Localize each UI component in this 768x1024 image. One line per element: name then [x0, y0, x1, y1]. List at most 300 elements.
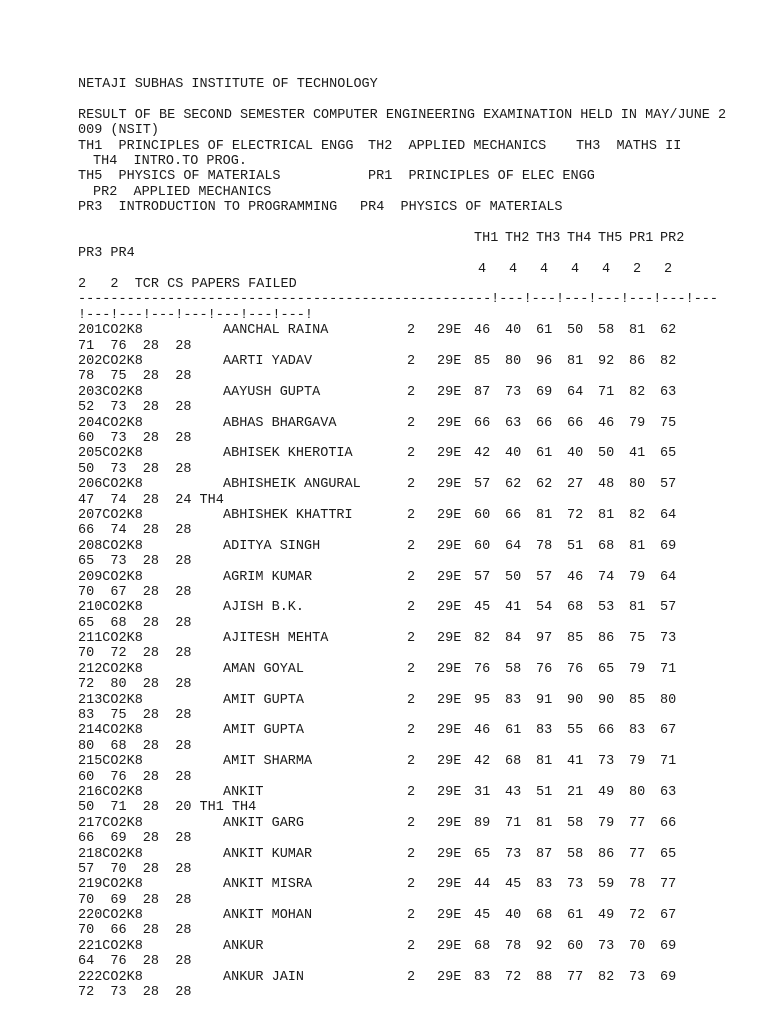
student-name: AMAN GOYAL: [223, 661, 305, 677]
student-row-continuation: 72 73 28 28: [78, 985, 192, 1001]
mark-th4: 21: [567, 784, 584, 800]
mark-pr1: 79: [629, 569, 646, 585]
student-rows: [78, 323, 758, 1000]
mark-th1: 85: [474, 354, 491, 370]
mark-th4: 58: [567, 846, 584, 862]
student-name: AJISH B.K.: [223, 600, 305, 616]
mark-th1: 44: [474, 877, 491, 893]
mark-pr1: 75: [629, 631, 646, 647]
student-row: [78, 877, 758, 892]
subject-pr1: PR1 PRINCIPLES OF ELEC ENGG: [368, 169, 595, 185]
mark-th5: 73: [598, 938, 615, 954]
mark-pr2: 65: [660, 446, 677, 462]
roll-number: 210CO2K8: [78, 600, 143, 616]
mark-th1: 95: [474, 692, 491, 708]
credits-wrap: 2 2 TCR CS PAPERS FAILED: [78, 277, 297, 293]
mark-pr1: 81: [629, 600, 646, 616]
paper-code-th2: TH2: [505, 230, 530, 246]
student-row-continuation: 65 73 28 28: [78, 554, 192, 570]
mark-th1: 82: [474, 631, 491, 647]
student-row: [78, 631, 758, 646]
mark-th2: 78: [505, 938, 522, 954]
mark-th3: 81: [536, 815, 553, 831]
paper-code-th1: TH1: [474, 230, 499, 246]
mark-th1: 42: [474, 754, 491, 770]
student-name: AMIT GUPTA: [223, 692, 305, 708]
mark-pr1: 86: [629, 354, 646, 370]
semester: 2: [407, 631, 416, 647]
mark-th1: 87: [474, 384, 491, 400]
mark-th4: 51: [567, 538, 584, 554]
mark-th4: 40: [567, 446, 584, 462]
mark-th5: 59: [598, 877, 615, 893]
mark-th5: 46: [598, 415, 615, 431]
mark-pr1: 72: [629, 908, 646, 924]
student-row: [78, 354, 758, 369]
student-row: [78, 323, 758, 338]
student-row-continuation: 83 75 28 28: [78, 708, 192, 724]
semester: 2: [407, 600, 416, 616]
subject-pr3: PR3 INTRODUCTION TO PROGRAMMING: [78, 200, 338, 216]
semester: 2: [407, 538, 416, 554]
paper-code-pr2: PR2: [660, 230, 685, 246]
mark-th5: 82: [598, 969, 615, 985]
mark-th5: 53: [598, 600, 615, 616]
mark-pr1: 79: [629, 754, 646, 770]
semester: 2: [407, 569, 416, 585]
mark-th5: 48: [598, 477, 615, 493]
mark-th4: 46: [567, 569, 584, 585]
student-row: [78, 570, 758, 585]
student-name: AANCHAL RAINA: [223, 323, 329, 339]
semester: 2: [407, 477, 416, 493]
roll-number: 221CO2K8: [78, 938, 143, 954]
mark-th2: 45: [505, 877, 522, 893]
result-document: [78, 77, 758, 1000]
scheme-code: 29E: [437, 477, 462, 493]
subject-row-1: [78, 139, 758, 154]
mark-pr2: 62: [660, 323, 677, 339]
semester: 2: [407, 323, 416, 339]
paper-code-pr1: PR1: [629, 230, 654, 246]
mark-pr1: 78: [629, 877, 646, 893]
mark-th5: 58: [598, 323, 615, 339]
mark-th3: 83: [536, 877, 553, 893]
paper-codes-wrap: PR3 PR4: [78, 246, 135, 262]
roll-number: 213CO2K8: [78, 692, 143, 708]
mark-th5: 65: [598, 661, 615, 677]
mark-th5: 73: [598, 754, 615, 770]
mark-th4: 50: [567, 323, 584, 339]
mark-th2: 84: [505, 631, 522, 647]
scheme-code: 29E: [437, 754, 462, 770]
mark-pr1: 81: [629, 323, 646, 339]
mark-th3: 83: [536, 723, 553, 739]
mark-pr2: 57: [660, 600, 677, 616]
mark-th3: 54: [536, 600, 553, 616]
roll-number: 206CO2K8: [78, 477, 143, 493]
mark-th3: 66: [536, 415, 553, 431]
subject-th1: TH1 PRINCIPLES OF ELECTRICAL ENGG: [78, 138, 354, 154]
student-row: [78, 600, 758, 615]
roll-number: 218CO2K8: [78, 846, 143, 862]
mark-th3: 78: [536, 538, 553, 554]
roll-number: 201CO2K8: [78, 323, 143, 339]
mark-th3: 97: [536, 631, 553, 647]
scheme-code: 29E: [437, 908, 462, 924]
student-row-continuation: 78 75 28 28: [78, 369, 192, 385]
mark-th5: 49: [598, 908, 615, 924]
result-title-line-2: 009 (NSIT): [78, 123, 160, 139]
mark-th3: 68: [536, 908, 553, 924]
mark-pr2: 69: [660, 538, 677, 554]
semester: 2: [407, 354, 416, 370]
mark-pr1: 70: [629, 938, 646, 954]
mark-th2: 62: [505, 477, 522, 493]
mark-th5: 71: [598, 384, 615, 400]
mark-th2: 72: [505, 969, 522, 985]
mark-th5: 49: [598, 784, 615, 800]
mark-th3: 76: [536, 661, 553, 677]
mark-th1: 57: [474, 569, 491, 585]
student-row: [78, 847, 758, 862]
scheme-code: 29E: [437, 354, 462, 370]
student-row: [78, 939, 758, 954]
student-row: [78, 908, 758, 923]
mark-th2: 40: [505, 446, 522, 462]
student-name: ABHISHEK KHATTRI: [223, 507, 353, 523]
student-row: [78, 785, 758, 800]
student-row: [78, 539, 758, 554]
student-row: [78, 754, 758, 769]
mark-pr1: 77: [629, 815, 646, 831]
student-name: AGRIM KUMAR: [223, 569, 313, 585]
roll-number: 208CO2K8: [78, 538, 143, 554]
semester: 2: [407, 754, 416, 770]
mark-th1: 42: [474, 446, 491, 462]
mark-th1: 46: [474, 323, 491, 339]
subject-th2: TH2 APPLIED MECHANICS: [368, 138, 547, 154]
mark-th4: 41: [567, 754, 584, 770]
credit-th2: 4: [509, 261, 518, 277]
credit-th3: 4: [540, 261, 549, 277]
student-row-continuation: 70 67 28 28: [78, 584, 192, 600]
mark-pr2: 69: [660, 969, 677, 985]
semester: 2: [407, 846, 416, 862]
scheme-code: 29E: [437, 723, 462, 739]
student-row: [78, 816, 758, 831]
mark-th2: 43: [505, 784, 522, 800]
mark-th2: 40: [505, 908, 522, 924]
scheme-code: 29E: [437, 784, 462, 800]
mark-th4: 66: [567, 415, 584, 431]
mark-pr2: 80: [660, 692, 677, 708]
mark-th3: 61: [536, 446, 553, 462]
mark-th2: 50: [505, 569, 522, 585]
mark-pr2: 67: [660, 723, 677, 739]
mark-pr1: 83: [629, 723, 646, 739]
scheme-code: 29E: [437, 446, 462, 462]
student-name: ANKIT GARG: [223, 815, 305, 831]
scheme-code: 29E: [437, 600, 462, 616]
student-row: [78, 385, 758, 400]
student-row: [78, 416, 758, 431]
student-row-continuation: 70 69 28 28: [78, 892, 192, 908]
scheme-code: 29E: [437, 507, 462, 523]
scheme-code: 29E: [437, 692, 462, 708]
mark-th1: 68: [474, 938, 491, 954]
mark-th3: 62: [536, 477, 553, 493]
mark-th1: 83: [474, 969, 491, 985]
mark-th1: 45: [474, 600, 491, 616]
mark-th1: 60: [474, 507, 491, 523]
roll-number: 211CO2K8: [78, 631, 143, 647]
mark-th2: 64: [505, 538, 522, 554]
semester: 2: [407, 815, 416, 831]
student-row: [78, 446, 758, 461]
mark-th5: 90: [598, 692, 615, 708]
mark-th2: 66: [505, 507, 522, 523]
scheme-code: 29E: [437, 323, 462, 339]
semester: 2: [407, 692, 416, 708]
mark-th2: 41: [505, 600, 522, 616]
mark-pr2: 69: [660, 938, 677, 954]
mark-pr2: 75: [660, 415, 677, 431]
paper-codes-row: [78, 231, 758, 246]
student-name: AJITESH MEHTA: [223, 631, 329, 647]
scheme-code: 29E: [437, 969, 462, 985]
semester: 2: [407, 661, 416, 677]
roll-number: 215CO2K8: [78, 754, 143, 770]
student-row-continuation: 60 73 28 28: [78, 430, 192, 446]
mark-th2: 71: [505, 815, 522, 831]
student-row: [78, 693, 758, 708]
mark-th5: 79: [598, 815, 615, 831]
credit-pr2: 2: [664, 261, 673, 277]
mark-pr2: 66: [660, 815, 677, 831]
student-row-continuation: 66 69 28 28: [78, 831, 192, 847]
roll-number: 209CO2K8: [78, 569, 143, 585]
student-name: ANKIT: [223, 784, 264, 800]
mark-th4: 68: [567, 600, 584, 616]
student-name: ANKIT MOHAN: [223, 908, 313, 924]
student-row-continuation: 70 66 28 28: [78, 923, 192, 939]
student-name: ABHAS BHARGAVA: [223, 415, 337, 431]
student-name: ADITYA SINGH: [223, 538, 321, 554]
student-row-continuation: 65 68 28 28: [78, 615, 192, 631]
student-row: [78, 723, 758, 738]
paper-code-th5: TH5: [598, 230, 623, 246]
mark-th5: 74: [598, 569, 615, 585]
roll-number: 216CO2K8: [78, 784, 143, 800]
student-row: [78, 662, 758, 677]
mark-pr2: 64: [660, 507, 677, 523]
student-name: AAYUSH GUPTA: [223, 384, 321, 400]
mark-pr1: 82: [629, 507, 646, 523]
separator-line-1: ---------------------------------------------------!---!---!---!---!---!---!---: [78, 292, 719, 308]
scheme-code: 29E: [437, 538, 462, 554]
student-row-continuation: 57 70 28 28: [78, 861, 192, 877]
mark-th3: 96: [536, 354, 553, 370]
student-name: AMIT SHARMA: [223, 754, 313, 770]
mark-pr2: 65: [660, 846, 677, 862]
scheme-code: 29E: [437, 415, 462, 431]
mark-th2: 80: [505, 354, 522, 370]
mark-th1: 65: [474, 846, 491, 862]
mark-th5: 66: [598, 723, 615, 739]
mark-th2: 68: [505, 754, 522, 770]
semester: 2: [407, 908, 416, 924]
roll-number: 220CO2K8: [78, 908, 143, 924]
mark-th2: 61: [505, 723, 522, 739]
student-row: [78, 508, 758, 523]
scheme-code: 29E: [437, 938, 462, 954]
mark-pr1: 41: [629, 446, 646, 462]
mark-th3: 69: [536, 384, 553, 400]
mark-th1: 89: [474, 815, 491, 831]
mark-pr1: 79: [629, 415, 646, 431]
student-name: ABHISHEIK ANGURAL: [223, 477, 361, 493]
mark-th4: 85: [567, 631, 584, 647]
roll-number: 203CO2K8: [78, 384, 143, 400]
roll-number: 202CO2K8: [78, 354, 143, 370]
roll-number: 204CO2K8: [78, 415, 143, 431]
semester: 2: [407, 969, 416, 985]
mark-pr1: 77: [629, 846, 646, 862]
subject-pr2: PR2 APPLIED MECHANICS: [93, 184, 272, 200]
mark-th4: 81: [567, 354, 584, 370]
mark-th4: 77: [567, 969, 584, 985]
mark-th1: 46: [474, 723, 491, 739]
mark-pr2: 64: [660, 569, 677, 585]
mark-th4: 72: [567, 507, 584, 523]
roll-number: 212CO2K8: [78, 661, 143, 677]
semester: 2: [407, 723, 416, 739]
semester: 2: [407, 877, 416, 893]
mark-pr2: 71: [660, 754, 677, 770]
student-row-continuation: 50 73 28 28: [78, 461, 192, 477]
subject-row-3: [78, 200, 758, 215]
mark-pr1: 85: [629, 692, 646, 708]
student-row-continuation: 80 68 28 28: [78, 738, 192, 754]
student-name: AMIT GUPTA: [223, 723, 305, 739]
subject-row-2: [78, 169, 758, 184]
scheme-code: 29E: [437, 846, 462, 862]
student-row-continuation: 72 80 28 28: [78, 677, 192, 693]
mark-th2: 40: [505, 323, 522, 339]
mark-th1: 60: [474, 538, 491, 554]
student-row-continuation: 70 72 28 28: [78, 646, 192, 662]
subject-pr4: PR4 PHYSICS OF MATERIALS: [360, 200, 563, 216]
student-name: ANKIT MISRA: [223, 877, 313, 893]
mark-pr1: 80: [629, 477, 646, 493]
semester: 2: [407, 415, 416, 431]
roll-number: 205CO2K8: [78, 446, 143, 462]
mark-th3: 51: [536, 784, 553, 800]
student-name: ABHISEK KHEROTIA: [223, 446, 353, 462]
mark-th4: 27: [567, 477, 584, 493]
mark-th4: 55: [567, 723, 584, 739]
mark-th1: 45: [474, 908, 491, 924]
roll-number: 217CO2K8: [78, 815, 143, 831]
mark-th2: 83: [505, 692, 522, 708]
mark-th1: 57: [474, 477, 491, 493]
student-row-continuation: 47 74 28 24 TH4: [78, 492, 224, 508]
student-name: ANKIT KUMAR: [223, 846, 313, 862]
mark-pr1: 80: [629, 784, 646, 800]
scheme-code: 29E: [437, 877, 462, 893]
semester: 2: [407, 384, 416, 400]
scheme-code: 29E: [437, 815, 462, 831]
credits-row: [78, 262, 758, 277]
roll-number: 219CO2K8: [78, 877, 143, 893]
subject-th3: TH3 MATHS II: [576, 138, 682, 154]
mark-th4: 61: [567, 908, 584, 924]
mark-th4: 73: [567, 877, 584, 893]
semester: 2: [407, 446, 416, 462]
credit-th4: 4: [571, 261, 580, 277]
mark-th5: 86: [598, 631, 615, 647]
mark-pr1: 79: [629, 661, 646, 677]
scheme-code: 29E: [437, 661, 462, 677]
mark-th1: 66: [474, 415, 491, 431]
credit-th1: 4: [478, 261, 487, 277]
roll-number: 214CO2K8: [78, 723, 143, 739]
mark-th1: 31: [474, 784, 491, 800]
mark-pr1: 82: [629, 384, 646, 400]
mark-th4: 60: [567, 938, 584, 954]
separator-line-2: !---!---!---!---!---!---!---!: [78, 307, 313, 323]
mark-pr1: 81: [629, 538, 646, 554]
scheme-code: 29E: [437, 384, 462, 400]
credit-th5: 4: [602, 261, 611, 277]
student-row: [78, 477, 758, 492]
mark-th2: 63: [505, 415, 522, 431]
mark-pr1: 73: [629, 969, 646, 985]
mark-th2: 73: [505, 384, 522, 400]
scheme-code: 29E: [437, 569, 462, 585]
mark-th3: 61: [536, 323, 553, 339]
mark-th2: 58: [505, 661, 522, 677]
result-title-line-1: RESULT OF BE SECOND SEMESTER COMPUTER ENGINEERING EXAMINATION HELD IN MAY/JUNE 2: [78, 107, 727, 123]
mark-pr2: 71: [660, 661, 677, 677]
mark-th1: 76: [474, 661, 491, 677]
mark-th3: 92: [536, 938, 553, 954]
mark-pr2: 67: [660, 908, 677, 924]
student-row-continuation: 71 76 28 28: [78, 338, 192, 354]
student-name: ANKUR: [223, 938, 264, 954]
student-name: AARTI YADAV: [223, 354, 313, 370]
student-row-continuation: 66 74 28 28: [78, 523, 192, 539]
mark-th5: 86: [598, 846, 615, 862]
semester: 2: [407, 784, 416, 800]
student-row-continuation: 60 76 28 28: [78, 769, 192, 785]
subject-th5: TH5 PHYSICS OF MATERIALS: [78, 169, 281, 185]
mark-th5: 68: [598, 538, 615, 554]
mark-th3: 91: [536, 692, 553, 708]
mark-th4: 76: [567, 661, 584, 677]
student-row: [78, 970, 758, 985]
mark-pr2: 73: [660, 631, 677, 647]
scheme-code: 29E: [437, 631, 462, 647]
paper-code-th3: TH3: [536, 230, 561, 246]
mark-th4: 64: [567, 384, 584, 400]
mark-pr2: 77: [660, 877, 677, 893]
mark-th3: 81: [536, 754, 553, 770]
mark-pr2: 63: [660, 784, 677, 800]
mark-th5: 50: [598, 446, 615, 462]
roll-number: 207CO2K8: [78, 507, 143, 523]
